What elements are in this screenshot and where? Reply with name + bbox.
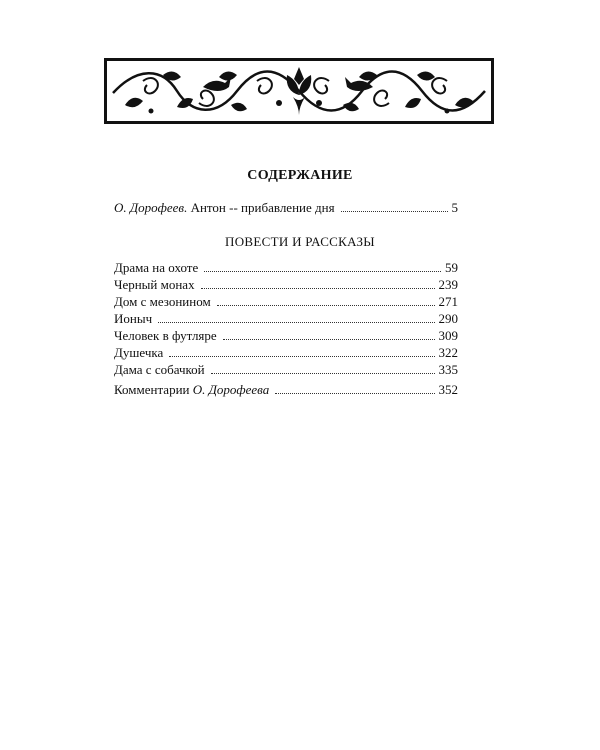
entry-title: Человек в футляре [114, 328, 217, 343]
floral-vine-ornament-icon [107, 61, 491, 121]
dot-leader [169, 355, 434, 357]
page-number: 5 [451, 200, 458, 215]
entry-title: Ионыч [114, 311, 153, 326]
dot-leader [223, 338, 435, 340]
toc-comments-row[interactable] [114, 381, 458, 398]
entry-title: Черный монах [114, 277, 195, 292]
toc-entry[interactable] [114, 276, 458, 293]
toc-entry[interactable] [114, 293, 458, 310]
page-number: 290 [438, 311, 458, 326]
dot-leader [217, 304, 435, 306]
toc-entry[interactable] [114, 259, 458, 276]
toc-entry[interactable] [114, 361, 458, 378]
intro-title: Антон -- прибавление дня [190, 200, 335, 215]
dot-leader [275, 392, 434, 394]
entry-title: Драма на охоте [114, 260, 199, 275]
dot-leader [341, 210, 448, 212]
toc-intro-row[interactable] [114, 199, 458, 216]
toc-entry[interactable] [114, 310, 458, 327]
dot-leader [201, 287, 435, 289]
entry-title: Дама с собачкой [114, 362, 205, 377]
dot-leader [204, 270, 441, 272]
comments-author: О. Дорофеева [192, 382, 270, 397]
ornament-banner [104, 58, 494, 124]
intro-author: О. Дорофеев. [114, 200, 188, 215]
dot-leader [211, 372, 435, 374]
dot-leader [158, 321, 434, 323]
entry-title: Душечка [114, 345, 164, 360]
page-number: 239 [438, 277, 458, 292]
section-title: ПОВЕСТИ И РАССКАЗЫ [225, 234, 375, 249]
entry-title: Дом с мезонином [114, 294, 211, 309]
toc-title: СОДЕРЖАНИЕ [247, 168, 353, 183]
page-number: 59 [445, 260, 458, 275]
page-number: 352 [438, 382, 458, 397]
page-number: 309 [438, 328, 458, 343]
page-number: 322 [438, 345, 458, 360]
toc-entry[interactable] [114, 327, 458, 344]
page-number: 335 [438, 362, 458, 377]
toc-entry[interactable] [114, 344, 458, 361]
comments-label: Комментарии [114, 382, 190, 397]
page-number: 271 [438, 294, 458, 309]
